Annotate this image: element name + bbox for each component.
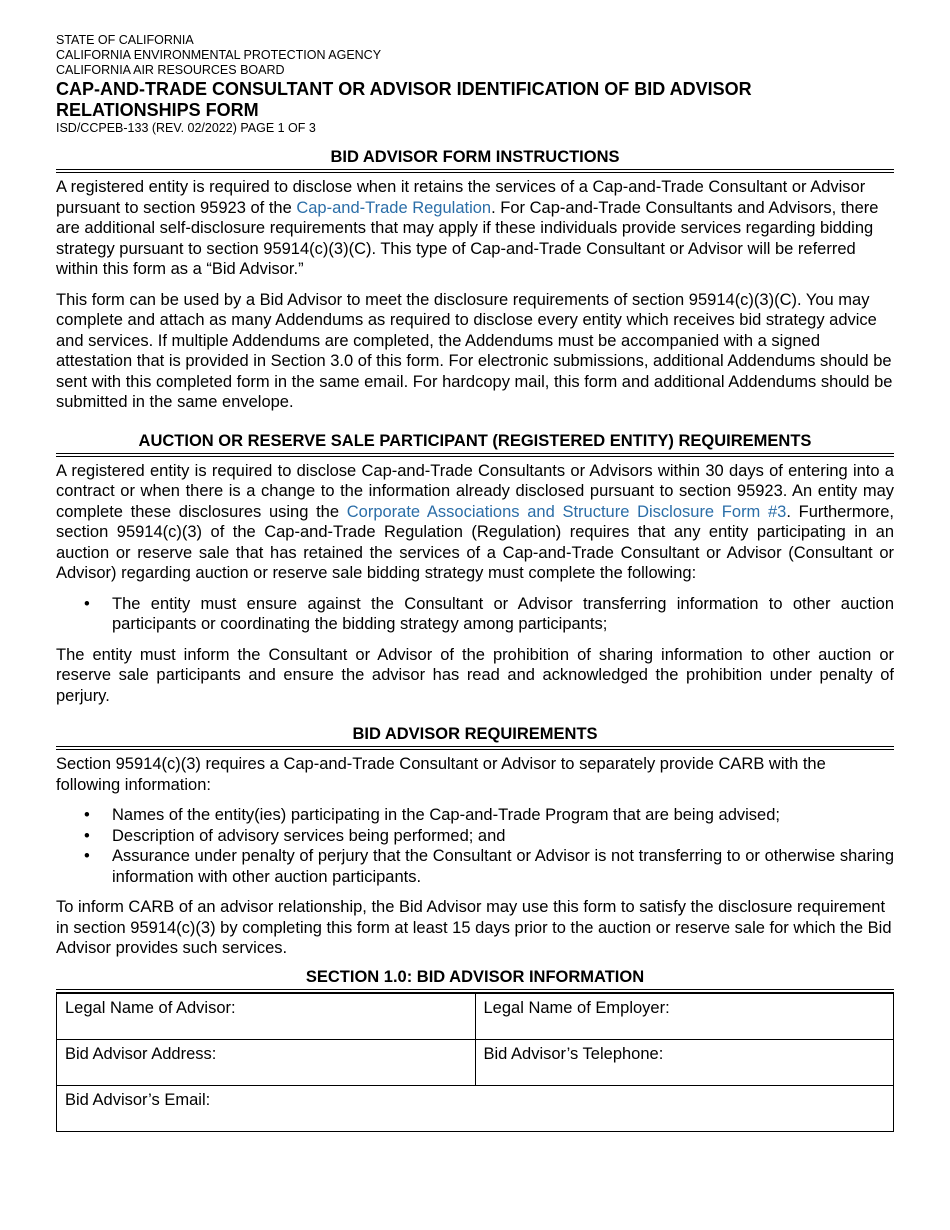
instructions-paragraph-2: This form can be used by a Bid Advisor to meet the disclosure requirements of section 95914(c)(3)(C). You may complete and attach as many Addendums as required to disclose every entity which receives bid strategy advice and services. If multiple Addendums are completed, the Addendums must be accompanied with a signed attestation that is provided in Section 3.0 of this form. For electronic submissions, additional Addendums should be sent with this completed form in the same email. For hardcopy mail, this form and additional Addendums should be submitted in the same envelope. xyxy=(56,290,893,411)
list-item: • Description of advisory services being performed; and xyxy=(84,826,506,845)
bullet-icon: • xyxy=(84,594,90,613)
list-item: • The entity must ensure against the Consultant or Advisor transferring information to other auction participants or coordinating the bidding strategy among participants; xyxy=(84,594,894,633)
instructions-paragraph-1: A registered entity is required to disclose when it retains the services of a Cap-and-Trade Consultant or Advisor pursuant to section 95923 of the Cap-and-Trade Regulation. For Cap-and-Trade Consultants and Advisors, there are additional self-disclosure requirements that may apply if these individuals provide services regarding bidding strategy pursuant to section 95914(c)(3)(C). This type of Cap-and-Trade Consultant or Advisor will be referred within this form as a “Bid Advisor.” xyxy=(56,178,879,278)
advisor-email-label: Bid Advisor’s Email: xyxy=(65,1090,211,1109)
advisor-paragraph-1: Section 95914(c)(3) requires a Cap-and-Trade Consultant or Advisor to separately provide CARB with the following information: xyxy=(56,755,826,794)
advisor-email-field[interactable] xyxy=(57,1085,894,1131)
bullet-icon: • xyxy=(84,806,90,824)
participant-requirements-heading: AUCTION OR RESERVE SALE PARTICIPANT (REGISTERED ENTITY) REQUIREMENTS xyxy=(56,431,894,457)
advisor-paragraph-2: To inform CARB of an advisor relationship, the Bid Advisor may use this form to satisfy the disclosure requirement in section 95914(c)(3) by completing this form at least 15 days prior to the auction or reserve sale for which the Bid Advisor provides such services. xyxy=(56,898,892,957)
form-title: CAP-AND-TRADE CONSULTANT OR ADVISOR IDENTIFICATION OF BID ADVISOR RELATIONSHIPS FORM xyxy=(56,79,752,120)
advisor-address-label: Bid Advisor Address: xyxy=(65,1044,217,1063)
agency-calepa: CALIFORNIA ENVIRONMENTAL PROTECTION AGENCY xyxy=(56,48,382,62)
agency-carb: CALIFORNIA AIR RESOURCES BOARD xyxy=(56,63,285,77)
agency-header xyxy=(56,33,894,136)
list-item: • Assurance under penalty of perjury that the Consultant or Advisor is not transferring to or otherwise sharing information with other auction participants. xyxy=(84,847,894,886)
participant-paragraph-2: The entity must inform the Consultant or Advisor of the prohibition of sharing information to other auction or reserve sale participants and ensure the advisor has read and acknowledged the prohibition under penalty of perjury. xyxy=(56,645,894,705)
legal-name-advisor-label: Legal Name of Advisor: xyxy=(65,998,236,1017)
bullet-icon: • xyxy=(84,826,90,845)
participant-paragraph-1: A registered entity is required to disclose Cap-and-Trade Consultants or Advisors within 30 days of entering into a contract or when there is a change to the information already disclosed pursuant to section 95923. An entity may complete these disclosures using the Corporate Associations and Structure Disclosure Form #3. Furthermore, section 95914(c)(3) of the Cap-and-Trade Regulation (Regulation) requires that any entity participating in an auction or reserve sale that has retained the services of a Cap-and-Trade Consultant or Advisor (Consultant or Advisor) regarding auction or reserve sale bidding strategy must complete the following: xyxy=(56,461,895,582)
list-item: • Names of the entity(ies) participating in the Cap-and-Trade Program that are being advised; xyxy=(84,806,780,824)
bullet-icon: • xyxy=(84,847,90,865)
instructions-heading: BID ADVISOR FORM INSTRUCTIONS xyxy=(56,147,894,173)
advisor-telephone-field[interactable] xyxy=(475,1039,894,1085)
agency-state: STATE OF CALIFORNIA xyxy=(56,33,194,47)
legal-name-employer-field[interactable] xyxy=(475,993,894,1039)
bid-advisor-info-table xyxy=(56,993,894,1132)
advisor-bullet-list xyxy=(56,805,894,887)
section-1-heading: SECTION 1.0: BID ADVISOR INFORMATION xyxy=(56,967,894,993)
disclosure-form-3-link[interactable]: Corporate Associations and Structure Disclosure Form #3 xyxy=(346,502,787,521)
advisor-requirements-heading: BID ADVISOR REQUIREMENTS xyxy=(56,724,894,750)
legal-name-employer-label: Legal Name of Employer: xyxy=(483,998,670,1017)
advisor-telephone-label: Bid Advisor’s Telephone: xyxy=(483,1044,664,1063)
advisor-address-field[interactable] xyxy=(57,1039,476,1085)
participant-bullet-list xyxy=(56,594,894,635)
legal-name-advisor-field[interactable] xyxy=(57,993,476,1039)
form-revision: ISD/CCPEB-133 (REV. 02/2022) PAGE 1 OF 3 xyxy=(56,121,316,135)
form-page xyxy=(56,33,894,1132)
cap-and-trade-regulation-link[interactable]: Cap-and-Trade Regulation xyxy=(296,198,492,217)
